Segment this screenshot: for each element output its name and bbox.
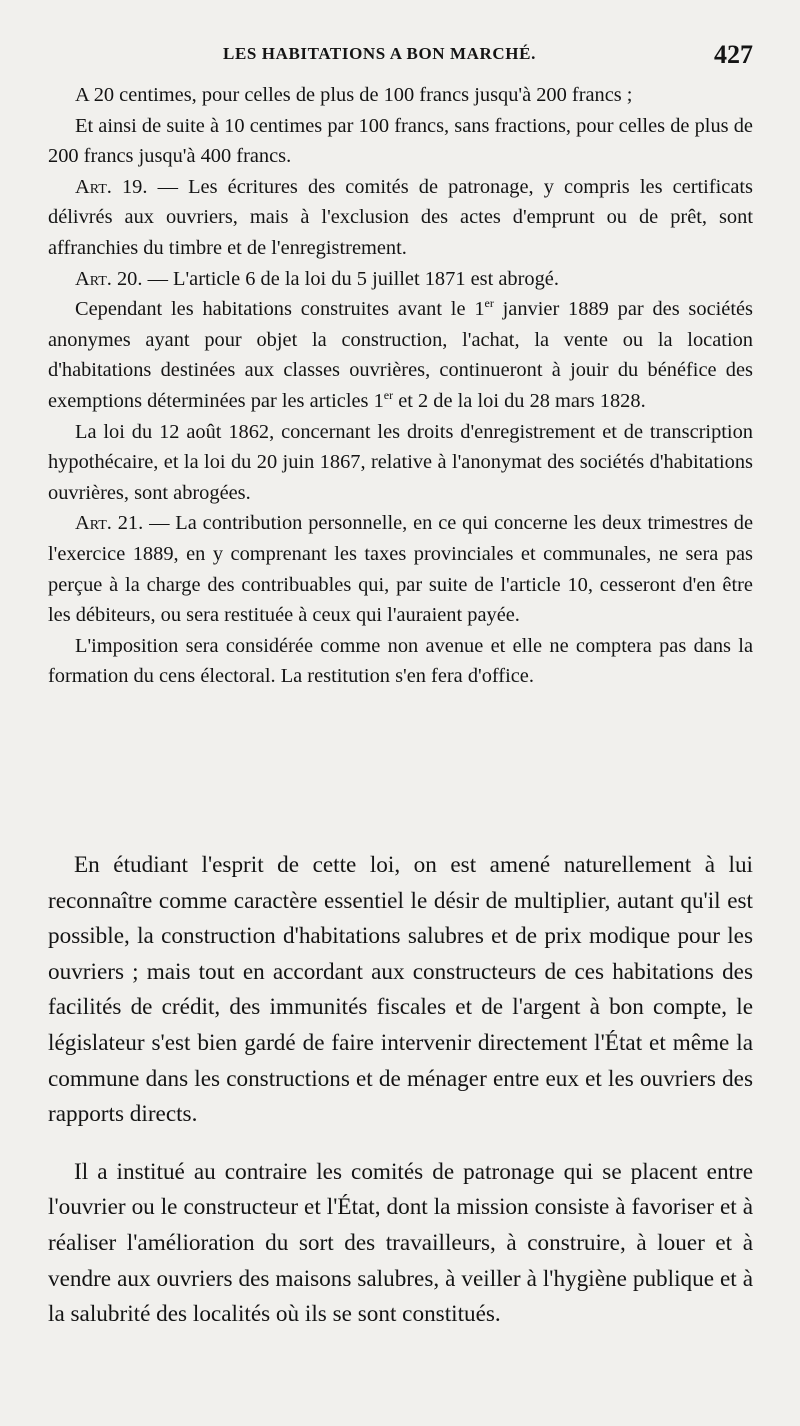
paragraph-tariff-20: A 20 centimes, pour celles de plus de 100 francs jusqu'à 200 francs ; bbox=[75, 84, 633, 106]
article-19-label: Art. 19. bbox=[75, 175, 148, 198]
exemptions-text-a: Cependant les habitations construites avant le 1 bbox=[75, 298, 485, 321]
page-header bbox=[48, 40, 753, 74]
paragraph-gap bbox=[48, 1133, 753, 1155]
paragraph-imposition: L'imposition sera considérée comme non avenue et elle ne comptera pas dans la formation du cens électoral. La restitution s'en fera d'office. bbox=[48, 634, 753, 688]
article-21-label: Art. 21. bbox=[75, 512, 144, 535]
commentary-text-block bbox=[48, 848, 753, 1333]
paragraph-exemptions bbox=[48, 294, 753, 416]
paragraph-abrogation: La loi du 12 août 1862, concernant les droits d'enregistrement et de transcription hypothécaire, et la loi du 20 juin 1867, relative à l'anonymat des sociétés d'habitations ouvrières, sont abrogées. bbox=[48, 420, 753, 504]
article-19-text: — Les écritures des comités de patronage, y compris les certificats délivrés aux ouvriers, mais à l'exclusion des actes d'emprunt ou de prêt, sont affranchies du timbre et de l'enregistrement. bbox=[48, 175, 753, 259]
article-20-text: — L'article 6 de la loi du 5 juillet 1871 est abrogé. bbox=[142, 267, 559, 290]
ordinal-superscript: er bbox=[484, 296, 494, 311]
ordinal-superscript: er bbox=[383, 388, 394, 403]
running-title: LES HABITATIONS A BON MARCHÉ. bbox=[223, 44, 536, 63]
exemptions-text-c: et 2 de la loi du 28 mars 1828. bbox=[393, 389, 646, 412]
paragraph-article-21 bbox=[48, 508, 753, 630]
exemptions-text-b: janvier 1889 par des sociétés anonymes ayant pour objet la construction, l'achat, la vente ou la location d'habitations destinées aux classes ouvrières, continueront à jouir du bénéfice des exemptions déterminées par les articles 1 bbox=[48, 298, 753, 412]
page-number: 427 bbox=[714, 40, 753, 69]
article-20-label: Art. 20. bbox=[75, 267, 143, 290]
paragraph-commentary-committees: Il a institué au contraire les comités de patronage qui se placent entre l'ouvrier ou le constructeur et l'État, dont la mission consiste à favoriser et à réaliser l'amélioration du sort des travailleurs, à construire, à louer et à vendre aux ouvriers des maisons salubres, à veiller à l'hygiène publique et à la salubrité des localités où ils se sont constitués. bbox=[48, 1158, 753, 1328]
paragraph-article-20 bbox=[48, 264, 753, 295]
paragraph-tariff-10: Et ainsi de suite à 10 centimes par 100 francs, sans fractions, pour celles de plus de 200 francs jusqu'à 400 francs. bbox=[48, 114, 753, 168]
paragraph-commentary-spirit: En étudiant l'esprit de cette loi, on est amené naturellement à lui reconnaître comme caractère essentiel le désir de multiplier, autant qu'il est possible, la construction d'habitations salubres et de prix modique pour les ouvriers ; mais tout en accordant aux constructeurs de ces habitations des facilités de crédit, des immunités fiscales et de l'argent à bon compte, le législateur s'est bien gardé de faire intervenir directement l'État et même la commune dans les constructions et de ménager entre eux et les ouvriers des rapports directs. bbox=[48, 852, 753, 1128]
law-text-block bbox=[48, 80, 753, 692]
paragraph-article-19 bbox=[48, 172, 753, 264]
article-21-text: — La contribution personnelle, en ce qui concerne les deux trimestres de l'exercice 1889, en y comprenant les taxes provinciales et communales, ne sera pas perçue à la charge des contribuables qui, par suite de l'article 10, cesseront d'en être les débiteurs, ou sera restituée à ceux qui l'auraient payée. bbox=[48, 512, 753, 627]
